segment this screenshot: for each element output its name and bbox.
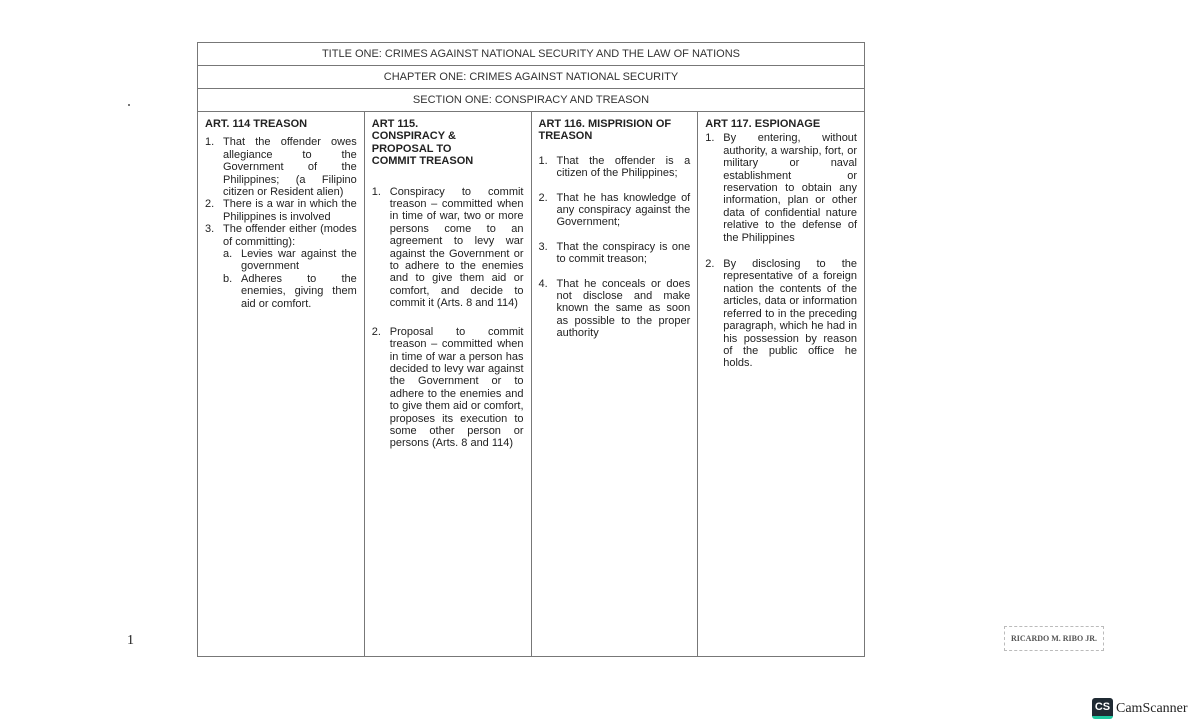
item-number: 1. — [705, 132, 715, 145]
sub-item — [223, 248, 357, 273]
item-number: 3. — [538, 240, 548, 253]
item-text: That the offender owes allegiance to the Government of the Philippines; (a Filipino citizen or Resident alien) — [223, 136, 357, 199]
sub-item-letter: b. — [223, 272, 233, 285]
author-stamp: RICARDO M. RIBO JR. — [1004, 626, 1104, 651]
article-heading: ART 116. MISPRISION OF TREASON — [538, 118, 672, 143]
item-number: 2. — [371, 325, 381, 338]
item-text: Conspiracy to commit treason – committed when in time of war, two or more persons come to an agreement to levy war against the Government or to adhere to the enemies and to give them aid or comfort, and decide to commit it (Arts. 8 and 114) — [389, 185, 524, 310]
item-text: Proposal to commit treason – committed when in time of war a person has decided to levy war against the Government or to adhere to the enemies and to give them aid or comfort, proposes its execution to some other person or persons (Arts. 8 and 114) — [389, 325, 524, 450]
item-number: 2. — [205, 198, 215, 211]
element-item — [705, 258, 857, 370]
item-text: There is a war in which the Philippines is involved — [223, 198, 357, 223]
item-text: That the conspiracy is one to commit treason; — [556, 240, 691, 266]
stray-mark — [128, 104, 130, 106]
chapter-row: CHAPTER ONE: CRIMES AGAINST NATIONAL SECURITY — [198, 66, 864, 89]
section-row: SECTION ONE: CONSPIRACY AND TREASON — [198, 89, 864, 112]
item-text: The offender either (modes of committing): — [223, 223, 357, 248]
element-item — [205, 198, 357, 223]
crimes-table — [197, 42, 865, 657]
item-number: 2. — [538, 191, 548, 204]
camscanner-watermark — [1092, 698, 1188, 719]
sub-item-letter: a. — [223, 248, 233, 261]
item-text: That he conceals or does not disclose and make known the same as soon as possible to the proper authority — [556, 277, 691, 340]
article-heading: ART. 114 TREASON — [205, 118, 308, 130]
element-item — [372, 186, 524, 310]
camscanner-logo-icon: CS — [1092, 698, 1113, 719]
element-item — [539, 155, 691, 180]
sub-item-text: Levies war against the government — [241, 248, 357, 273]
item-text: By entering, without authority, a warship, fort, or military or naval establishment or reservation to obtain any information, plan or other data of confidential nature relative to the defense of the Philippines — [723, 132, 857, 244]
page-number: 1 — [127, 633, 134, 648]
item-number: 1. — [205, 136, 215, 149]
article-column — [198, 112, 365, 657]
article-column — [698, 112, 864, 657]
item-text: That the offender is a citizen of the Philippines; — [556, 154, 691, 180]
element-item — [205, 136, 357, 198]
element-item — [205, 223, 357, 248]
item-text: By disclosing to the representative of a foreign nation the contents of the articles, data or information referred to in the preceding paragraph, which he had in his possession by reason of the public office he holds. — [723, 258, 857, 370]
item-number: 4. — [538, 277, 548, 290]
camscanner-label: CamScanner — [1116, 700, 1188, 716]
article-columns — [198, 112, 864, 657]
item-number: 1. — [538, 154, 548, 167]
article-column — [365, 112, 532, 657]
element-item — [372, 326, 524, 450]
element-item — [539, 278, 691, 340]
item-number: 1. — [371, 185, 381, 198]
article-heading: ART 117. ESPIONAGE — [705, 118, 821, 130]
element-item — [705, 132, 857, 244]
element-item — [539, 241, 691, 266]
sub-item — [223, 273, 357, 310]
article-heading: ART 115. CONSPIRACY & PROPOSAL TO COMMIT TREASON — [371, 118, 474, 168]
element-item — [539, 192, 691, 229]
article-column — [532, 112, 699, 657]
sub-item-text: Adheres to the enemies, giving them aid or comfort. — [241, 272, 357, 310]
item-text: That he has knowledge of any conspiracy against the Government; — [556, 191, 691, 229]
item-number: 3. — [205, 223, 215, 236]
item-number: 2. — [705, 258, 715, 271]
title-row: TITLE ONE: CRIMES AGAINST NATIONAL SECURITY AND THE LAW OF NATIONS — [198, 43, 864, 66]
